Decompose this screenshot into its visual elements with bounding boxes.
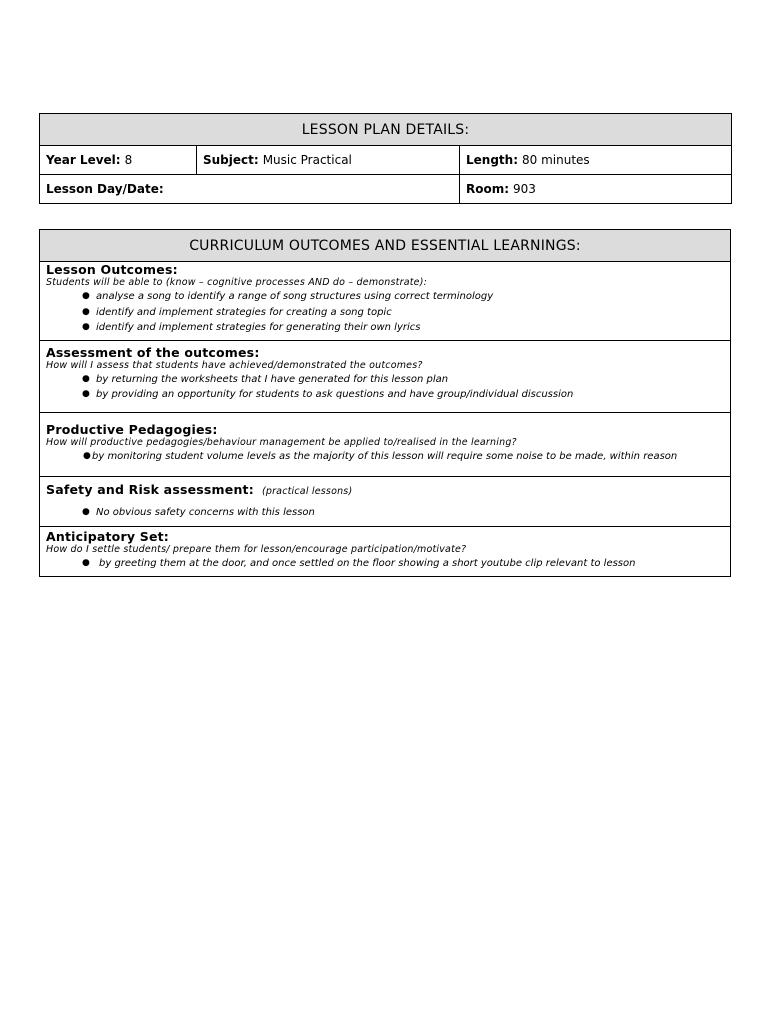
- list-item: ● analyse a song to identify a range of song structures using correct terminology: [46, 289, 724, 305]
- lesson-plan-details-table: [39, 113, 732, 204]
- anticipatory-list: [46, 556, 724, 572]
- bullet-icon: ●: [82, 306, 90, 317]
- anticipatory-section: [40, 526, 731, 576]
- year-level-label: Year Level:: [46, 153, 121, 167]
- bullet-icon: ●: [82, 322, 90, 332]
- assessment-section: [40, 340, 731, 412]
- pedagogies-subtitle: How will productive pedagogies/behaviour management be applied to/realised in the learning?: [46, 436, 517, 448]
- curriculum-outcomes-table: [39, 229, 731, 577]
- lesson-day-date-cell: [40, 175, 460, 204]
- year-level-cell: [40, 146, 197, 175]
- safety-note: (practical lessons): [261, 485, 353, 497]
- bullet-icon: ●: [82, 389, 90, 399]
- year-level-value: 8: [124, 153, 133, 167]
- assessment-list: [46, 372, 724, 403]
- room-value: 903: [513, 182, 536, 196]
- safety-title: Safety and Risk assessment:: [46, 481, 254, 497]
- bullet-icon: ●: [82, 291, 90, 301]
- subject-label: Subject:: [203, 153, 259, 167]
- safety-list: [46, 505, 724, 521]
- length-value: 80 minutes: [522, 153, 590, 167]
- subject-value: Music Practical: [262, 153, 352, 167]
- list-item: ● by monitoring student volume levels as the majority of this lesson will require some noise to be made, within reason: [46, 449, 724, 465]
- safety-section: [40, 476, 731, 526]
- lesson-plan-details-heading: LESSON PLAN DETAILS:: [40, 114, 732, 146]
- lesson-outcomes-subtitle: Students will be able to (know – cognitive processes AND do – demonstrate):: [46, 277, 428, 288]
- anticipatory-subtitle: How do I settle students/ prepare them for lesson/encourage participation/motivate?: [46, 543, 467, 555]
- list-item: ● No obvious safety concerns with this lesson: [46, 505, 724, 521]
- lesson-outcomes-title: Lesson Outcomes:: [46, 262, 178, 277]
- length-cell: [460, 146, 732, 175]
- bullet-icon: ●: [82, 373, 90, 384]
- pedagogies-title: Productive Pedagogies:: [46, 421, 218, 437]
- bullet-icon: ●: [82, 506, 90, 517]
- list-item: ● identify and implement strategies for generating their own lyrics: [46, 320, 724, 336]
- room-label: Room:: [466, 182, 510, 196]
- assessment-title: Assessment of the outcomes:: [46, 344, 260, 360]
- list-item: ● by returning the worksheets that I have generated for this lesson plan: [46, 372, 724, 388]
- bullet-icon: ●: [82, 557, 90, 568]
- safety-title-row: [46, 483, 724, 499]
- list-item: ● by providing an opportunity for students to ask questions and have group/individual discussion: [46, 387, 724, 403]
- length-label: Length:: [466, 153, 518, 167]
- pedagogies-section: [40, 412, 731, 476]
- room-cell: [460, 175, 732, 204]
- pedagogies-list: [46, 449, 724, 465]
- lesson-outcomes-section: [40, 262, 731, 341]
- lesson-outcomes-list: [46, 289, 724, 336]
- lesson-day-date-label: Lesson Day/Date:: [46, 182, 164, 196]
- assessment-subtitle: How will I assess that students have achieved/demonstrated the outcomes?: [46, 359, 423, 371]
- anticipatory-title: Anticipatory Set:: [46, 528, 169, 544]
- bullet-icon: ●: [83, 450, 91, 461]
- subject-cell: [197, 146, 460, 175]
- list-item: ● identify and implement strategies for creating a song topic: [46, 305, 724, 321]
- curriculum-heading: CURRICULUM OUTCOMES AND ESSENTIAL LEARNINGS:: [40, 230, 731, 262]
- list-item: ● by greeting them at the door, and once settled on the floor showing a short youtube clip relevant to lesson: [46, 556, 724, 572]
